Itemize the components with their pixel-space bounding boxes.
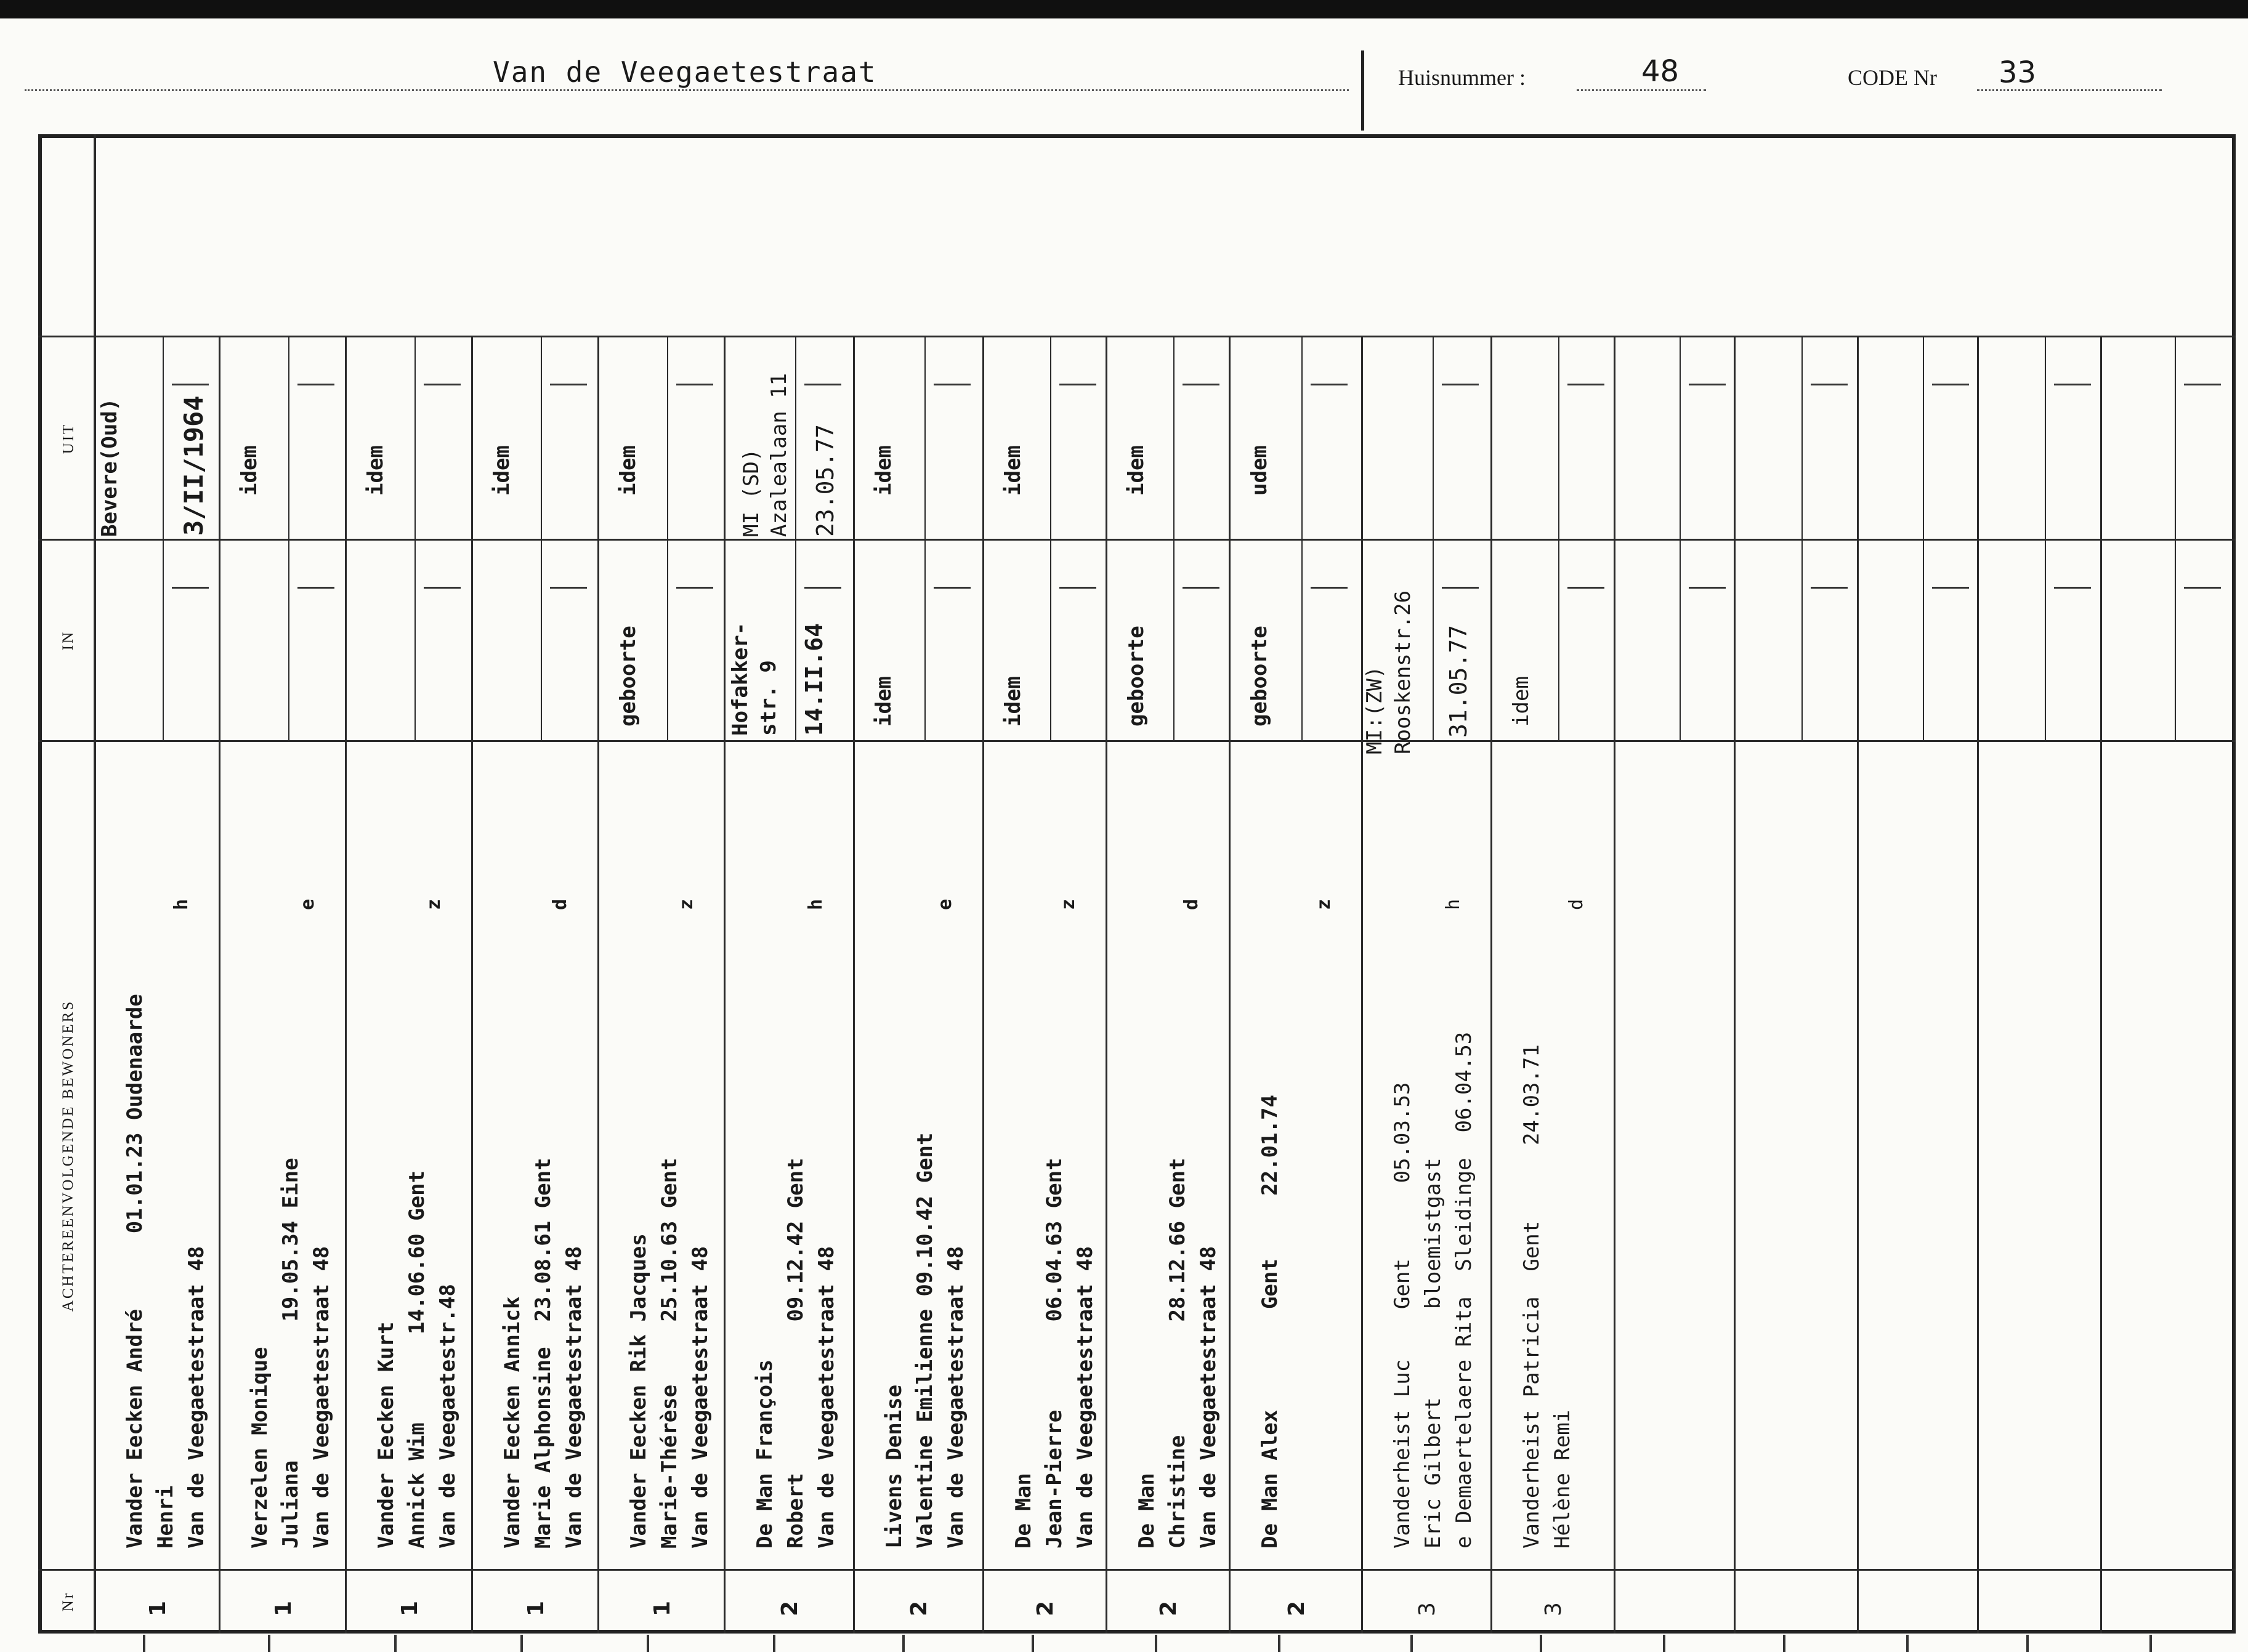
bottom-tick-mark [520, 1635, 523, 1652]
sub-column-rule [1433, 541, 1434, 740]
uit-row6-street: Azalealaan 11 [767, 373, 791, 537]
resident-entry [245, 1158, 337, 1549]
bottom-tick-mark [1783, 1635, 1785, 1652]
resident-entry [1387, 1032, 1479, 1549]
uit-entry: udem [1247, 445, 1272, 496]
sub-column-rule [288, 337, 289, 539]
sub-column-rule [924, 541, 926, 740]
empty-dash-mark [550, 587, 587, 589]
sub-column-rule [414, 337, 416, 539]
row-rule [1361, 337, 1363, 1634]
sub-column-rule [1050, 541, 1051, 740]
uit-entry: idem [363, 445, 388, 496]
sub-column-rule [1433, 337, 1434, 539]
resident-entry [1008, 1158, 1101, 1549]
sub-column-rule [2175, 541, 2176, 740]
row-number: 2 [907, 1600, 932, 1616]
in-row6-street-a: Hofakker- [728, 622, 753, 736]
empty-dash-mark [297, 384, 334, 385]
resident-line: De Man [1011, 1473, 1036, 1549]
resident-line: Annick Wim 14.06.60 Gent [405, 1170, 429, 1549]
nr-column-header: Nr [59, 1591, 76, 1612]
uit-entry: idem [490, 445, 514, 496]
resident-line: Hélène Remi [1550, 1409, 1575, 1549]
uit-entry: idem [1124, 445, 1149, 496]
nr-top-rule [38, 1569, 2236, 1571]
empty-dash-mark [804, 587, 841, 589]
resident-line: Jean-Pierre 06.04.63 Gent [1042, 1158, 1067, 1549]
resident-line: Van de Veegaetestraat 48 [688, 1246, 713, 1549]
household-status-code: e [934, 898, 956, 910]
row-rule [1490, 337, 1492, 1634]
resident-entry [1255, 1095, 1285, 1549]
in-entry: idem [871, 676, 896, 727]
uit-entry: idem [871, 445, 896, 496]
resident-line: Van de Veegaetestraat 48 [1196, 1246, 1221, 1549]
empty-dash-mark [1689, 587, 1726, 589]
in-row6-date: 14.II.64 [801, 623, 828, 736]
street-dotted-line [25, 89, 1349, 91]
in-entry: geboorte [1124, 626, 1149, 727]
resident-line: Van de Veegaetestraat 48 [944, 1246, 968, 1549]
bottom-tick-mark [1906, 1635, 1909, 1652]
uit-row6-date: 23.05.77 [812, 424, 839, 537]
uit-top-rule [38, 336, 2236, 337]
code-value: 33 [1999, 55, 2037, 90]
row-rule [219, 337, 220, 1634]
resident-line: Vander Eecken Annick [500, 1296, 525, 1549]
bottom-tick-mark [773, 1635, 775, 1652]
uit-entry: idem [1001, 445, 1025, 496]
empty-dash-mark [172, 587, 209, 589]
in-entry: geboorte [1247, 626, 1272, 727]
row-number: 1 [524, 1600, 549, 1616]
sub-column-rule [288, 541, 289, 740]
row-number: 2 [1156, 1600, 1181, 1616]
resident-entry [119, 994, 212, 1549]
house-number-label: Huisnummer : [1398, 65, 1526, 90]
empty-dash-mark [1932, 587, 1969, 589]
bottom-tick-mark [1663, 1635, 1665, 1652]
resident-line: Eric Gilbert bloemistgast [1421, 1158, 1445, 1549]
household-status-code: d [1181, 898, 1202, 910]
resident-entry [623, 1158, 716, 1549]
sub-column-rule [1173, 337, 1175, 539]
row-number: 2 [1284, 1600, 1309, 1616]
empty-dash-mark [424, 384, 461, 385]
sub-column-rule [795, 337, 796, 539]
bottom-tick-mark [2026, 1635, 2029, 1652]
bottom-tick-mark [2149, 1635, 2152, 1652]
in-row11-code: MI:(ZW) [1362, 666, 1387, 754]
empty-dash-mark [172, 384, 209, 385]
row-rule [597, 337, 599, 1634]
resident-entry [1516, 1044, 1578, 1549]
in-entry: idem [1001, 676, 1025, 727]
resident-line: De Man Alex Gent 22.01.74 [1258, 1095, 1282, 1549]
resident-line: Van de Veegaetestr.48 [435, 1284, 460, 1549]
code-label: CODE Nr [1848, 65, 1937, 90]
row-number: 3 [1541, 1602, 1566, 1616]
sub-column-rule [163, 337, 164, 539]
row-rule [345, 337, 347, 1634]
household-status-code: h [805, 898, 827, 910]
uit-row1-origin: Bevere(Oud) [97, 398, 122, 537]
sub-column-rule [163, 541, 164, 740]
row-number: 2 [1033, 1600, 1058, 1616]
resident-line: De Man [1134, 1473, 1159, 1549]
sub-column-rule [541, 541, 542, 740]
resident-line: Van de Veegaetestraat 48 [1073, 1246, 1098, 1549]
empty-dash-mark [1689, 384, 1726, 385]
empty-dash-mark [1811, 384, 1848, 385]
resident-line: Vanderheist Patricia Gent 24.03.71 [1519, 1044, 1544, 1549]
empty-dash-mark [1183, 587, 1219, 589]
uit-row1-date: 3/II/1964 [179, 395, 209, 536]
empty-dash-mark [676, 587, 713, 589]
row-rule [982, 337, 984, 1634]
sub-column-rule [1173, 541, 1175, 740]
empty-dash-mark [2054, 384, 2091, 385]
resident-entry [371, 1171, 463, 1549]
sub-column-rule [924, 337, 926, 539]
resident-line: Marie Alphonsine 23.08.61 Gent [531, 1158, 556, 1549]
resident-line: Van de Veegaetestraat 48 [309, 1246, 334, 1549]
uit-column-header: UIT [60, 422, 76, 454]
resident-line: Marie-Thérèse 25.10.63 Gent [657, 1158, 682, 1549]
in-row11-date: 31.05.77 [1445, 624, 1472, 738]
sub-column-rule [1301, 541, 1303, 740]
resident-entry [879, 1132, 971, 1549]
empty-dash-mark [934, 384, 971, 385]
row-rule [1229, 337, 1231, 1634]
house-number-dotted-line [1577, 89, 1706, 91]
empty-dash-mark [676, 384, 713, 385]
residents-column-header: ACHTEREENVOLGENDE BEWONERS [60, 999, 76, 1312]
sub-column-rule [414, 541, 416, 740]
sub-column-rule [1680, 541, 1681, 740]
household-status-code: z [423, 898, 445, 910]
row-rule [724, 337, 726, 1634]
resident-line: Livens Denise [882, 1384, 907, 1549]
sub-column-rule [1301, 337, 1303, 539]
bottom-tick-mark [647, 1635, 649, 1652]
row-rule [2100, 337, 2102, 1634]
street-name: Van de Veegaetestraat [493, 55, 877, 89]
bottom-tick-mark [1540, 1635, 1542, 1652]
row-rule [853, 337, 855, 1634]
sub-column-rule [1801, 337, 1803, 539]
sub-column-rule [1558, 337, 1559, 539]
sub-column-rule [1923, 541, 1924, 740]
household-status-code: z [676, 898, 697, 910]
resident-line: e Demaertelaere Rita Sleidinge 06.04.53 [1452, 1031, 1476, 1549]
in-row6-street-b: str. 9 [756, 660, 781, 736]
sub-column-rule [1801, 541, 1803, 740]
empty-dash-mark [2184, 384, 2221, 385]
house-number-value: 48 [1641, 54, 1680, 89]
row-number: 2 [777, 1600, 803, 1616]
empty-dash-mark [1311, 384, 1348, 385]
sub-column-rule [795, 541, 796, 740]
sub-column-rule [2045, 337, 2046, 539]
row-rule [1614, 337, 1615, 1634]
resident-line: Van de Veegaetestraat 48 [184, 1246, 209, 1549]
resident-line: Robert 09.12.42 Gent [783, 1158, 808, 1549]
resident-line: Christine 28.12.66 Gent [1165, 1158, 1190, 1549]
sub-column-rule [541, 337, 542, 539]
bottom-tick-mark [1155, 1635, 1157, 1652]
empty-dash-mark [1811, 587, 1848, 589]
empty-dash-mark [424, 587, 461, 589]
bottom-tick-mark [1278, 1635, 1280, 1652]
bottom-tick-mark [394, 1635, 397, 1652]
resident-line: Juliana 19.05.34 Eine [278, 1158, 303, 1549]
in-entry: idem [1509, 676, 1534, 727]
in-entry: geboorte [616, 626, 641, 727]
row-rule [1977, 337, 1979, 1634]
resident-line: Henri [153, 1485, 178, 1549]
resident-line: Verzelen Monique [248, 1347, 272, 1549]
household-status-code: h [1442, 898, 1464, 910]
empty-dash-mark [1442, 384, 1479, 385]
empty-dash-mark [934, 587, 971, 589]
uit-entry: idem [237, 445, 262, 496]
empty-dash-mark [2184, 587, 2221, 589]
resident-entry [497, 1158, 589, 1549]
empty-dash-mark [1059, 587, 1096, 589]
resident-line: De Man François [753, 1359, 777, 1549]
household-status-code: z [1057, 898, 1079, 910]
uit-entry: idem [616, 445, 641, 496]
in-row11-street: Rooskenstr.26 [1391, 590, 1415, 754]
row-rule [1857, 337, 1859, 1634]
household-status-code: h [171, 898, 192, 910]
label-column-rule [94, 134, 96, 1634]
empty-dash-mark [297, 587, 334, 589]
sub-column-rule [2045, 541, 2046, 740]
residents-top-rule [38, 740, 2236, 742]
row-number: 1 [650, 1600, 675, 1616]
bottom-tick-mark [1032, 1635, 1034, 1652]
resident-line: Van de Veegaetestraat 48 [814, 1246, 839, 1549]
empty-dash-mark [2054, 587, 2091, 589]
sub-column-rule [667, 541, 668, 740]
resident-entry [750, 1158, 842, 1549]
scan-top-band [0, 0, 2248, 18]
household-status-code: d [549, 898, 571, 910]
sub-column-rule [1923, 337, 1924, 539]
empty-dash-mark [1442, 587, 1479, 589]
resident-line: Vander Eecken Kurt [374, 1321, 398, 1549]
resident-line: Vander Eecken André 01.01.23 Oudenaarde [123, 994, 147, 1549]
empty-dash-mark [1059, 384, 1096, 385]
bottom-tick-mark [268, 1635, 270, 1652]
header-separator [1361, 50, 1364, 131]
bottom-tick-mark [902, 1635, 905, 1652]
resident-line: Van de Veegaetestraat 48 [562, 1246, 586, 1549]
empty-dash-mark [1311, 587, 1348, 589]
bottom-tick-mark [1410, 1635, 1413, 1652]
household-status-code: z [1313, 898, 1335, 910]
resident-line: Vanderheist Luc Gent 05.03.53 [1390, 1082, 1415, 1549]
row-number: 3 [1415, 1602, 1440, 1616]
empty-dash-mark [1183, 384, 1219, 385]
row-rule [1106, 337, 1107, 1634]
sub-column-rule [1050, 337, 1051, 539]
empty-dash-mark [1567, 384, 1604, 385]
row-number: 1 [145, 1600, 171, 1616]
sub-column-rule [2175, 337, 2176, 539]
in-top-rule [38, 539, 2236, 541]
empty-dash-mark [550, 384, 587, 385]
resident-line: Valentine Emilienne 09.10.42 Gent [913, 1132, 937, 1549]
empty-dash-mark [1567, 587, 1604, 589]
sub-column-rule [1680, 337, 1681, 539]
household-status-code: e [297, 898, 318, 910]
row-rule [471, 337, 473, 1634]
resident-entry [1131, 1158, 1224, 1549]
sub-column-rule [1558, 541, 1559, 740]
household-status-code: d [1566, 898, 1587, 910]
row-rule [1734, 337, 1736, 1634]
empty-dash-mark [1932, 384, 1969, 385]
resident-line: Vander Eecken Rik Jacques [626, 1233, 651, 1549]
empty-dash-mark [804, 384, 841, 385]
uit-row6-code: MI (SD) [739, 448, 764, 537]
in-column-header: IN [59, 630, 76, 651]
row-number: 1 [271, 1600, 296, 1616]
row-number: 1 [397, 1600, 423, 1616]
sub-column-rule [667, 337, 668, 539]
bottom-tick-mark [143, 1635, 145, 1652]
